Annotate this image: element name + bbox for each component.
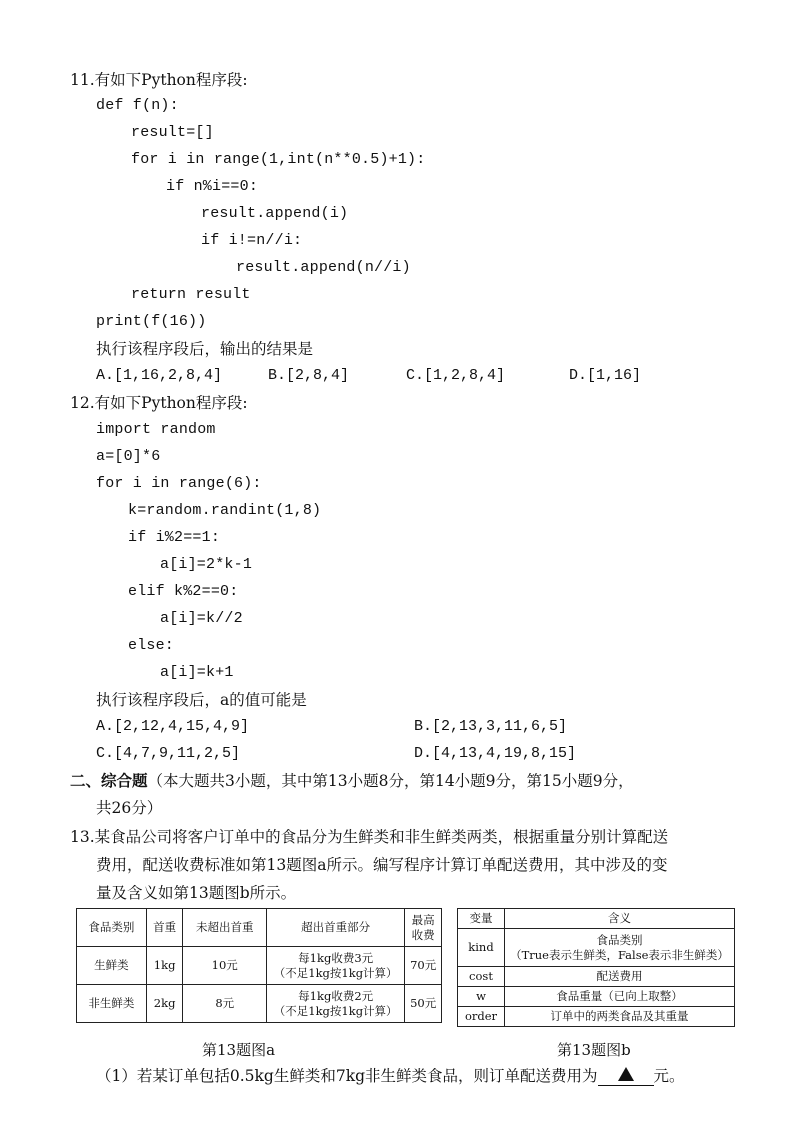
table-row [77, 985, 442, 1023]
q11-code-line: if i!=n//i: [201, 232, 303, 249]
q11-code-line: def f(n): [96, 97, 179, 114]
table-cell: 2kg [146, 985, 183, 1023]
table-header-row [77, 909, 442, 947]
answer-blank [598, 1065, 654, 1086]
figure-caption-a: 第13题图a [202, 1041, 276, 1059]
table-row [458, 987, 735, 1007]
table-cell: 非生鲜类 [77, 985, 147, 1023]
q11-code-line: result.append(n//i) [236, 259, 411, 276]
table-cell: 10元 [183, 947, 266, 985]
table-cell: 50元 [405, 985, 442, 1023]
triangle-icon [618, 1067, 634, 1081]
q11-code-line: if n%i==0: [166, 178, 259, 195]
table-cell [266, 947, 404, 985]
table-row [458, 1007, 735, 1027]
cell-line: （不足1kg按1kg计算） [273, 965, 398, 980]
q12-code-line: if i%2==1: [128, 529, 221, 546]
q12-code-line: else: [128, 637, 175, 654]
cell-line: 每1kg收费2元 [298, 988, 374, 1003]
table-cell: order [458, 1007, 505, 1027]
table-row [458, 929, 735, 967]
subquestion-unit: 元。 [653, 1067, 685, 1085]
figure-caption-b: 第13题图b [557, 1041, 631, 1059]
q12-option-a: A.[2,12,4,15,4,9] [96, 718, 250, 735]
table-cell: 生鲜类 [77, 947, 147, 985]
table-cell: w [458, 987, 505, 1007]
q11-code-line: result=[] [131, 124, 214, 141]
q12-code-line: a[i]=k//2 [160, 610, 243, 627]
table-header-cell: 首重 [146, 909, 183, 947]
table-cell: kind [458, 929, 505, 967]
q11-code-line: return result [131, 286, 251, 303]
q12-option-c: C.[4,7,9,11,2,5] [96, 745, 241, 762]
section-heading [70, 771, 634, 791]
q12-code-line: a[i]=k+1 [160, 664, 234, 681]
q12-code-line: a=[0]*6 [96, 448, 161, 465]
cell-line: （True表示生鲜类，False表示非生鲜类） [510, 947, 729, 962]
q11-option-a: A.[1,16,2,8,4] [96, 367, 223, 384]
table-cell: 订单中的两类食品及其重量 [505, 1007, 735, 1027]
table-cell [505, 929, 735, 967]
q13-subquestion-1 [96, 1066, 685, 1087]
q12-prompt: 执行该程序段后，a的值可能是 [96, 691, 307, 709]
cell-line: 食品类别 [596, 932, 643, 947]
section-heading-desc-cont: 共26分） [96, 799, 163, 817]
table-cell: 1kg [146, 947, 183, 985]
q12-option-b: B.[2,13,3,11,6,5] [414, 718, 568, 735]
q11-code-line: result.append(i) [201, 205, 349, 222]
q11-code-line: print(f(16)) [96, 313, 207, 330]
cell-line: （不足1kg按1kg计算） [273, 1003, 398, 1018]
q11-option-d: D.[1,16] [569, 367, 642, 384]
table-header-cell: 未超出首重 [183, 909, 266, 947]
subquestion-text: （1）若某订单包括0.5kg生鲜类和7kg非生鲜类食品，则订单配送费用为 [96, 1067, 598, 1085]
q11-prompt: 执行该程序段后，输出的结果是 [96, 340, 314, 358]
table-header-row [458, 909, 735, 929]
table-header-cell [405, 909, 442, 947]
table-header-cell: 含义 [505, 909, 735, 929]
q12-code-line: import random [96, 421, 216, 438]
q13-text-line: 费用，配送收费标准如第13题图a所示。编写程序计算订单配送费用，其中涉及的变 [96, 856, 668, 874]
q12-code-line: elif k%2==0: [128, 583, 239, 600]
section-heading-title: 二、综合题 [70, 771, 148, 790]
q12-code-line: for i in range(6): [96, 475, 262, 492]
q12-title: 12.有如下Python程序段: [70, 394, 248, 412]
header-line: 收费 [411, 927, 435, 942]
table-cell [266, 985, 404, 1023]
q13-text-line: 量及含义如第13题图b所示。 [96, 884, 297, 902]
table-header-cell: 变量 [458, 909, 505, 929]
q12-option-d: D.[4,13,4,19,8,15] [414, 745, 577, 762]
table-cell: 70元 [405, 947, 442, 985]
q13-text-line: 13.某食品公司将客户订单中的食品分为生鲜类和非生鲜类两类，根据重量分别计算配送 [70, 828, 669, 846]
table-cell: 8元 [183, 985, 266, 1023]
header-line: 最高 [411, 912, 435, 927]
q11-title: 11.有如下Python程序段: [70, 71, 248, 89]
q11-code-line: for i in range(1,int(n**0.5)+1): [131, 151, 426, 168]
cell-line: 每1kg收费3元 [298, 950, 374, 965]
table-row [77, 947, 442, 985]
q11-option-c: C.[1,2,8,4] [406, 367, 506, 384]
section-heading-desc: （本大题共3小题，其中第13小题8分，第14小题9分，第15小题9分， [147, 772, 634, 790]
table-cell: 食品重量（已向上取整） [505, 987, 735, 1007]
q12-code-line: k=random.randint(1,8) [128, 502, 322, 519]
table-header-cell: 超出首重部分 [266, 909, 404, 947]
table-cell: 配送费用 [505, 967, 735, 987]
fee-standard-table [76, 908, 442, 1023]
table-row [458, 967, 735, 987]
q12-code-line: a[i]=2*k-1 [160, 556, 253, 573]
q11-option-b: B.[2,8,4] [268, 367, 350, 384]
table-cell: cost [458, 967, 505, 987]
variable-table [457, 908, 735, 1027]
table-header-cell: 食品类别 [77, 909, 147, 947]
